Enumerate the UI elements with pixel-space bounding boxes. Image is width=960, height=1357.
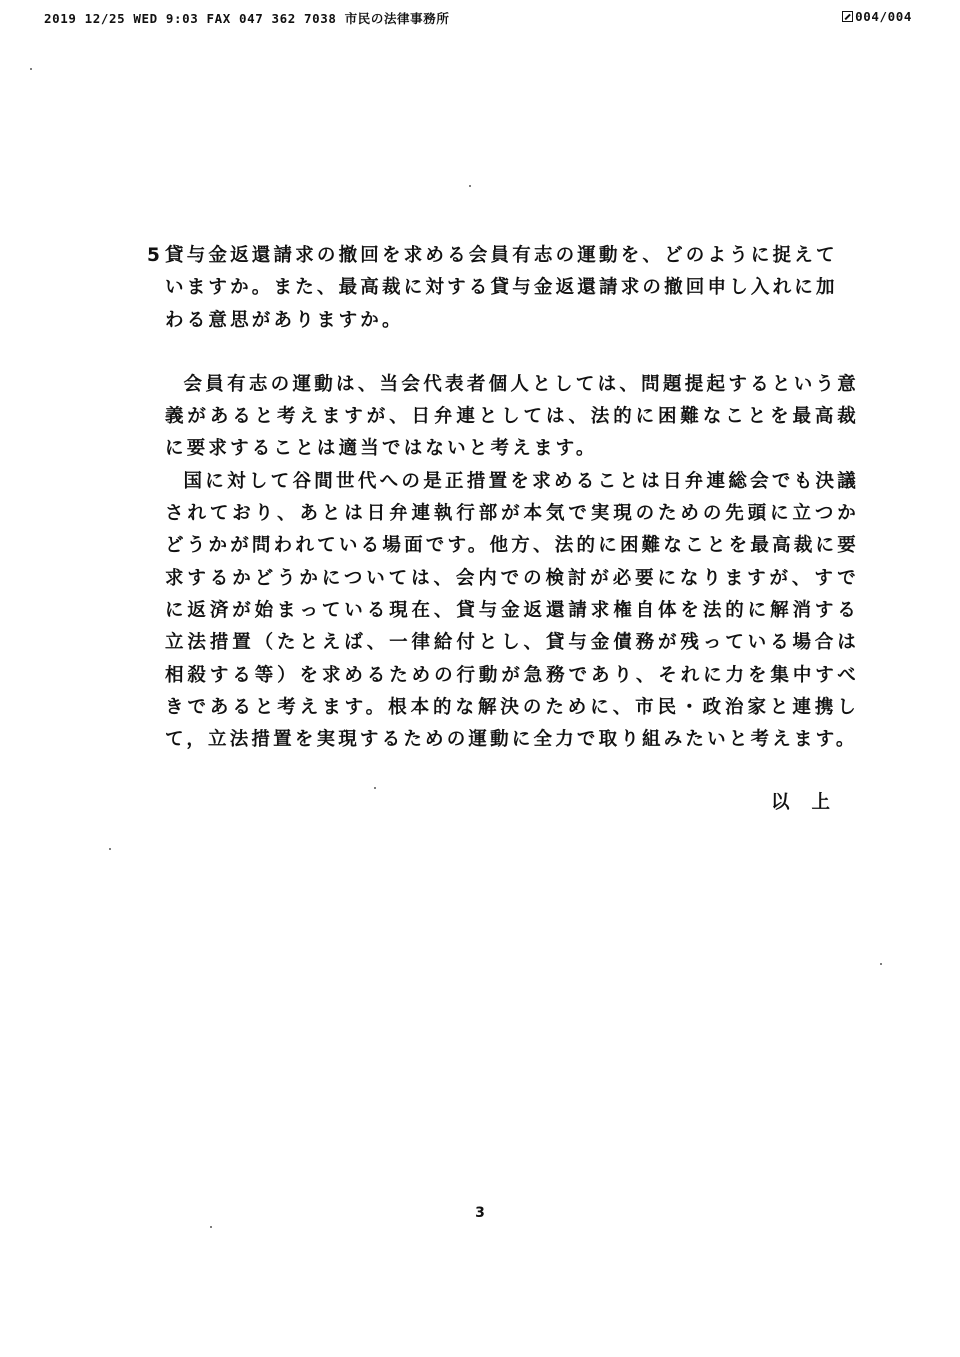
scan-speck xyxy=(880,963,882,965)
answer-paragraph: 会員有志の運動は、当会代表者個人としては、問題提起するという意義があると考えますが、日弁連としては、法的に困難なことを最高裁に要求することは適当ではないと考えます。 xyxy=(165,373,859,460)
fax-page-counter-group xyxy=(842,9,912,24)
answer-paragraph: 国に対して谷間世代への是正措置を求めることは日弁連総会でも決議されており、あとは日弁連執行部が本気で実現のための先頭に立つかどうかが問われている場面です。他方、法的に困難なことを最高裁に要求するかどうかについては、会内での検討が必要になりますが、すでに返済が始まっている現在、貸与金返還請求権自体を法的に解消する立法措置（たとえば、一律給付とし、貸与金債務が残っている場合は相殺する等）を求めるための行動が急務であり、それに力を集中すべきであると考えます。根本的な解決のために、市民・政治家と連携して，立法措置を実現するための運動に全力で取り組みたいと考えます。 xyxy=(165,470,859,751)
question-block xyxy=(147,240,859,337)
fax-header xyxy=(44,9,912,29)
scan-speck xyxy=(469,185,471,187)
fax-status-icon xyxy=(842,11,853,22)
question-text: 貸与金返還請求の撤回を求める会員有志の運動を、どのように捉えていますか。また、最高裁に対する貸与金返還請求の撤回申し入れに加わる意思がありますか。 xyxy=(165,245,838,331)
scan-speck xyxy=(374,787,376,789)
closing-mark: 以上 xyxy=(770,792,852,813)
document-body xyxy=(147,240,859,756)
fax-page-counter: 004/004 xyxy=(855,9,912,24)
scan-speck xyxy=(210,1226,212,1228)
fax-transmission-info: 2019 12/25 WED 9:03 FAX 047 362 7038 市民の法律事務所 xyxy=(44,11,450,26)
page-number: 3 xyxy=(475,1205,485,1221)
answer-block xyxy=(147,369,859,757)
scan-speck xyxy=(109,848,111,850)
question-number: 5 xyxy=(147,245,164,266)
scan-speck xyxy=(30,68,32,70)
